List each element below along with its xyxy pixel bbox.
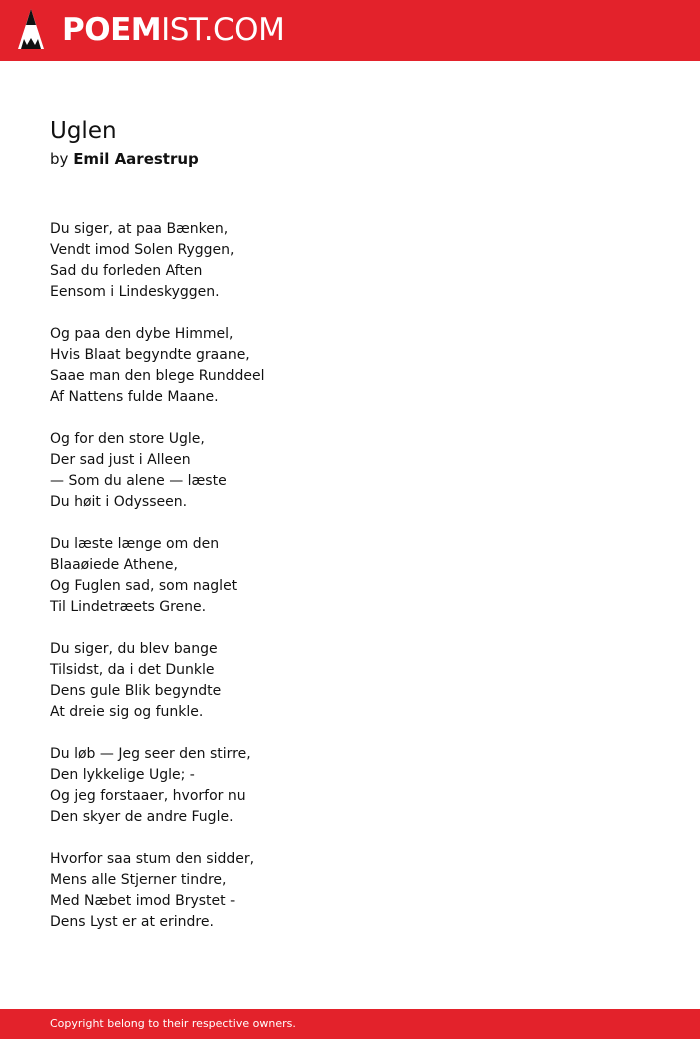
logo-light-text: IST.COM	[161, 12, 285, 48]
poem-line: At dreie sig og funkle.	[50, 704, 204, 720]
poem-line: Og paa den dybe Himmel,	[50, 326, 234, 342]
poem-line: Eensom i Lindeskyggen.	[50, 284, 220, 300]
site-header	[0, 0, 700, 61]
poem-line: Der sad just i Alleen	[50, 452, 191, 468]
site-logo[interactable]	[62, 11, 284, 49]
stanza	[50, 639, 650, 723]
stanza	[50, 849, 650, 933]
poem-line: Du siger, at paa Bænken,	[50, 221, 229, 237]
stanza	[50, 429, 650, 513]
poem-line: Dens Lyst er at erindre.	[50, 914, 214, 930]
poem-line: Du siger, du blev bange	[50, 641, 218, 657]
poem-byline	[50, 149, 199, 169]
poem-author: Emil Aarestrup	[73, 150, 199, 168]
poem-line: Den skyer de andre Fugle.	[50, 809, 234, 825]
poem-line: — Som du alene — læste	[50, 473, 227, 489]
poem-line: Du løb — Jeg seer den stirre,	[50, 746, 251, 762]
logo-bold-text: POEM	[62, 12, 162, 48]
poem-line: Sad du forleden Aften	[50, 263, 203, 279]
byline-prefix: by	[50, 150, 69, 168]
stanza	[50, 744, 650, 828]
poem-line: Dens gule Blik begyndte	[50, 683, 222, 699]
poem-line: Blaaøiede Athene,	[50, 557, 178, 573]
pencil-icon[interactable]	[18, 9, 44, 51]
poem-line: Saae man den blege Runddeel	[50, 368, 265, 384]
stanza	[50, 219, 650, 303]
poem-body	[50, 219, 650, 954]
poem-line: Med Næbet imod Brystet -	[50, 893, 236, 909]
poem-line: Og jeg forstaaer, hvorfor nu	[50, 788, 246, 804]
poem-title: Uglen	[50, 118, 117, 144]
poem-line: Du læste længe om den	[50, 536, 220, 552]
poem-line: Den lykkelige Ugle; -	[50, 767, 195, 783]
poem-line: Og for den store Ugle,	[50, 431, 205, 447]
copyright-text: Copyright belong to their respective owners.	[50, 1017, 296, 1030]
poem-line: Af Nattens fulde Maane.	[50, 389, 219, 405]
poem-line: Og Fuglen sad, som naglet	[50, 578, 238, 594]
stanza	[50, 324, 650, 408]
poem-line: Mens alle Stjerner tindre,	[50, 872, 227, 888]
site-footer	[0, 1009, 700, 1039]
poem-line: Du høit i Odysseen.	[50, 494, 188, 510]
stanza	[50, 534, 650, 618]
poem-line: Hvis Blaat begyndte graane,	[50, 347, 250, 363]
poem-line: Til Lindetræets Grene.	[50, 599, 207, 615]
poem-line: Hvorfor saa stum den sidder,	[50, 851, 255, 867]
poem-line: Vendt imod Solen Ryggen,	[50, 242, 235, 258]
poem-line: Tilsidst, da i det Dunkle	[50, 662, 215, 678]
